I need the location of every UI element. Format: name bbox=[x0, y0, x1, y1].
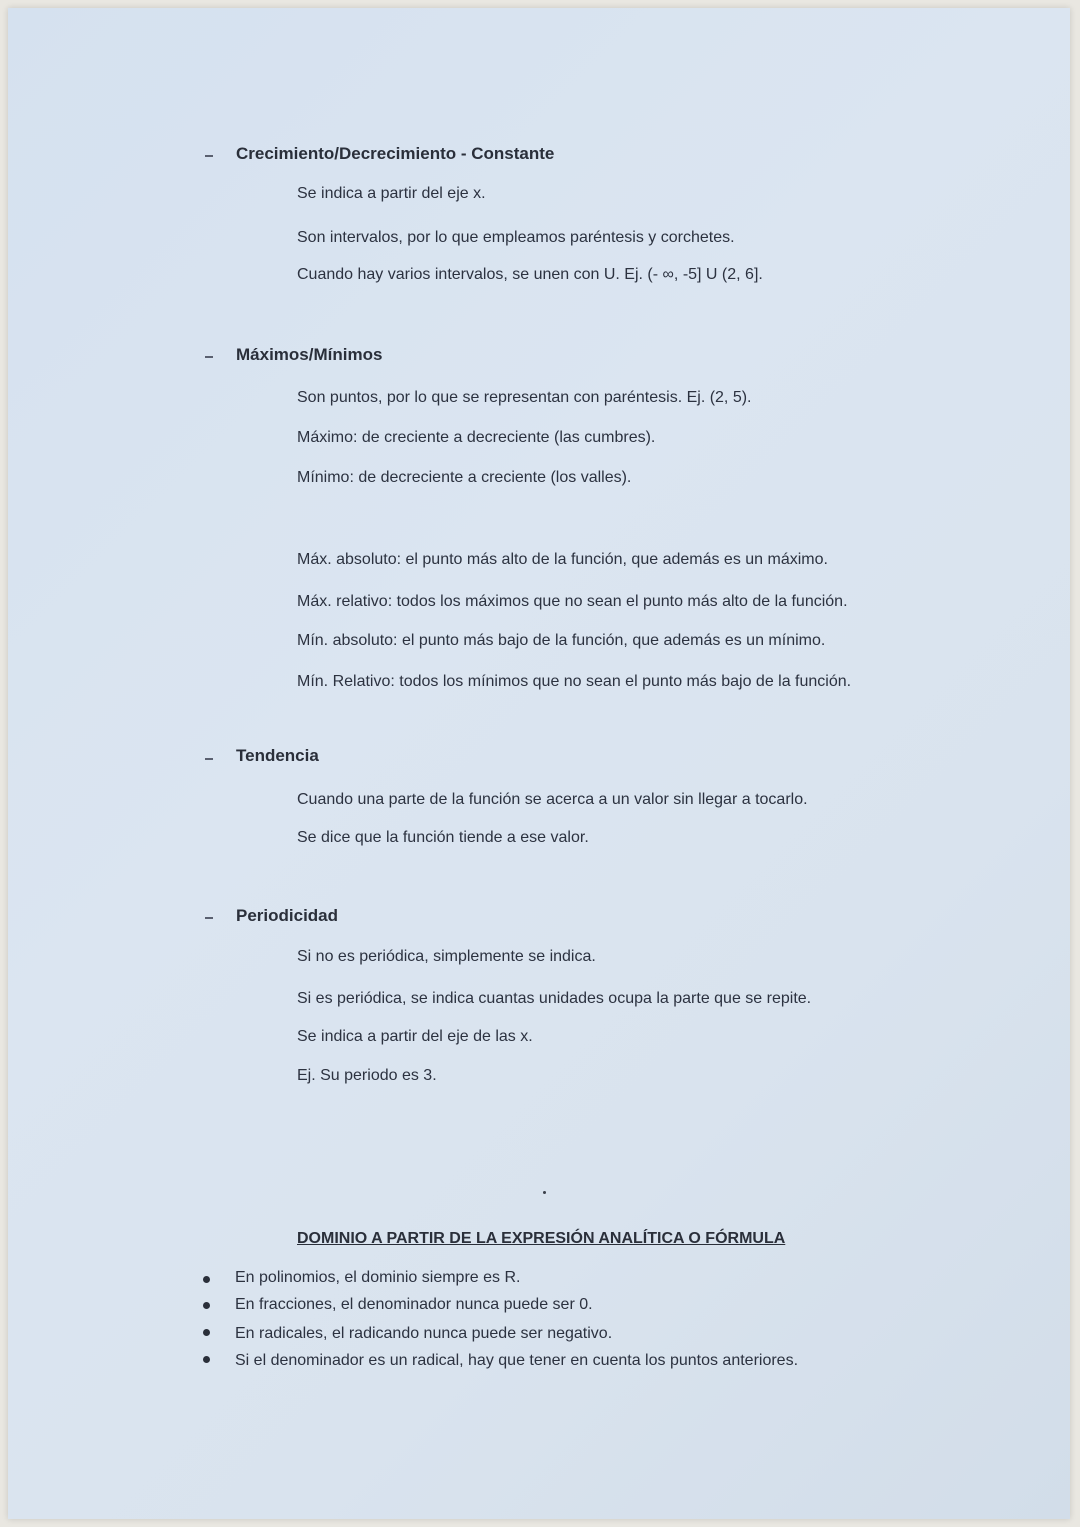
dash-marker bbox=[205, 917, 213, 919]
section-heading-crecimiento: Crecimiento/Decrecimiento - Constante bbox=[236, 144, 555, 163]
section-line: Son puntos, por lo que se representan con paréntesis. Ej. (2, 5). bbox=[297, 389, 752, 406]
section-heading-periodicidad: Periodicidad bbox=[236, 906, 339, 925]
section-line: Se dice que la función tiende a ese valor. bbox=[297, 829, 589, 846]
section-line: Ej. Su periodo es 3. bbox=[297, 1067, 437, 1084]
dominio-bullet: En polinomios, el dominio siempre es R. bbox=[235, 1269, 521, 1286]
section-line: Mín. absoluto: el punto más bajo de la función, que además es un mínimo. bbox=[297, 632, 826, 649]
dominio-bullet: En radicales, el radicando nunca puede ser negativo. bbox=[235, 1325, 613, 1342]
section-line: Se indica a partir del eje x. bbox=[297, 185, 486, 202]
dash-marker bbox=[205, 155, 213, 157]
bullet-icon bbox=[203, 1276, 210, 1283]
bullet-icon bbox=[203, 1356, 210, 1363]
section-line: Máximo: de creciente a decreciente (las cumbres). bbox=[297, 429, 656, 446]
section-line: Cuando una parte de la función se acerca a un valor sin llegar a tocarlo. bbox=[297, 791, 808, 808]
section-line: Máx. absoluto: el punto más alto de la función, que además es un máximo. bbox=[297, 551, 828, 568]
section-line: Se indica a partir del eje de las x. bbox=[297, 1028, 533, 1045]
section-line: Mínimo: de decreciente a creciente (los valles). bbox=[297, 469, 632, 486]
ink-speck bbox=[543, 1191, 546, 1194]
dash-marker bbox=[205, 356, 213, 358]
section-line: Son intervalos, por lo que empleamos paréntesis y corchetes. bbox=[297, 229, 735, 246]
section-line: Máx. relativo: todos los máximos que no sean el punto más alto de la función. bbox=[297, 593, 848, 610]
section-heading-tendencia: Tendencia bbox=[236, 746, 319, 765]
section-heading-maximos: Máximos/Mínimos bbox=[236, 345, 383, 364]
dash-marker bbox=[205, 758, 213, 760]
bullet-icon bbox=[203, 1302, 210, 1309]
section-line: Si es periódica, se indica cuantas unidades ocupa la parte que se repite. bbox=[297, 990, 812, 1007]
section-line: Si no es periódica, simplemente se indica. bbox=[297, 948, 596, 965]
bullet-icon bbox=[203, 1329, 210, 1336]
dominio-title: DOMINIO A PARTIR DE LA EXPRESIÓN ANALÍTICA O FÓRMULA bbox=[297, 1230, 786, 1247]
section-line: Cuando hay varios intervalos, se unen con U. Ej. (- ∞, -5] U (2, 6]. bbox=[297, 266, 763, 283]
dominio-bullet: En fracciones, el denominador nunca puede ser 0. bbox=[235, 1296, 593, 1313]
dominio-bullet: Si el denominador es un radical, hay que tener en cuenta los puntos anteriores. bbox=[235, 1352, 799, 1369]
section-line: Mín. Relativo: todos los mínimos que no sean el punto más bajo de la función. bbox=[297, 673, 852, 690]
